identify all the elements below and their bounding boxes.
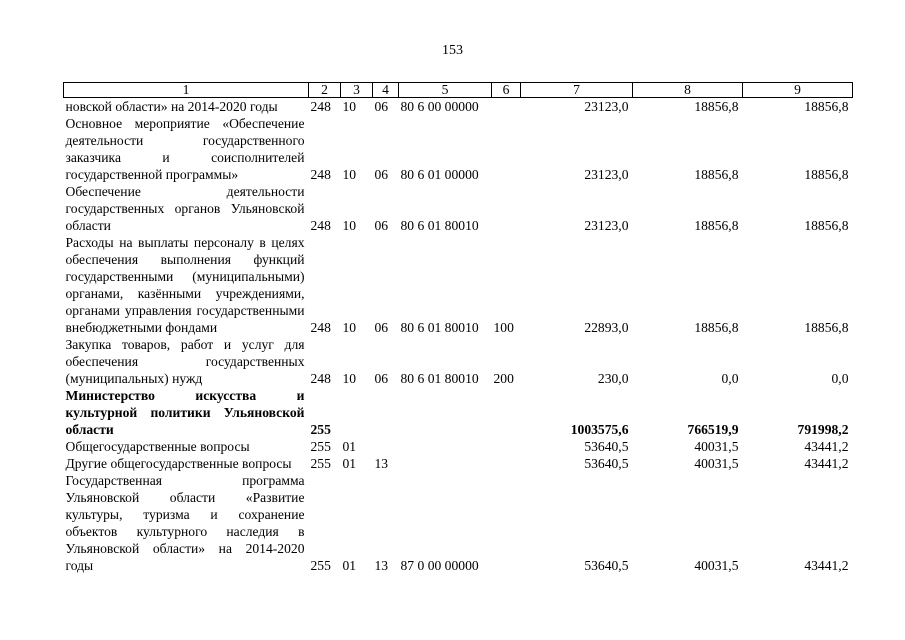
cell-csr: 80 6 01 80010 [400,218,479,233]
budget-table [63,82,853,574]
cell-amount-col7: 23123,0 [584,167,629,182]
cell-rz: 10 [342,218,357,233]
cell-rz: 10 [342,99,357,114]
cell-vr: 100 [493,320,514,335]
row-name: Основное мероприятие «Обеспечение деятельности государственного заказчика и соисполнителей государственной программы» [65,116,305,182]
cell-vr [492,387,521,438]
table-body [64,98,853,575]
cell-amount-col8: 0,0 [721,371,739,386]
row-name: Другие общегосударственные вопросы [65,456,292,471]
cell-amount-col7: 53640,5 [584,456,629,471]
cell-pr: 06 [374,99,389,114]
cell-amount-col9: 18856,8 [804,218,849,233]
column-header: 8 [633,83,743,98]
row-name: Общегосударственные вопросы [65,439,250,454]
cell-pr: 06 [374,320,389,335]
cell-vr [492,472,521,574]
cell-amount-col9: 43441,2 [804,456,849,471]
table-row [64,115,853,183]
table-row [64,183,853,234]
cell-amount-col7: 1003575,6 [570,422,629,437]
cell-csr [399,455,492,472]
cell-pr: 06 [374,371,389,386]
cell-amount-col7: 22893,0 [584,320,629,335]
column-header: 6 [492,83,521,98]
cell-amount-col9: 18856,8 [804,320,849,335]
table-row [64,234,853,336]
cell-amount-col9: 43441,2 [804,558,849,573]
cell-pr: 13 [374,456,389,471]
column-header: 3 [341,83,373,98]
cell-ved: 248 [310,320,331,335]
row-name: Министерство искусства и культурной политики Ульяновской области [65,388,305,437]
cell-rz: 10 [342,167,357,182]
cell-csr: 87 0 00 00000 [400,558,479,573]
cell-vr [492,455,521,472]
cell-ved: 255 [310,558,331,573]
cell-amount-col9: 18856,8 [804,167,849,182]
cell-amount-col8: 40031,5 [694,456,739,471]
cell-rz [341,387,373,438]
cell-amount-col9: 18856,8 [804,99,849,114]
cell-pr: 06 [374,167,389,182]
table-header [64,83,853,98]
cell-rz: 01 [342,558,357,573]
cell-rz: 01 [342,439,357,454]
cell-ved: 248 [310,167,331,182]
table-row [64,472,853,574]
cell-ved: 248 [310,371,331,386]
cell-amount-col8: 40031,5 [694,439,739,454]
cell-pr [373,387,399,438]
cell-csr: 80 6 01 80010 [400,371,479,386]
cell-ved: 255 [310,439,331,454]
row-name: Закупка товаров, работ и услуг для обеспечения государственных (муниципальных) нужд [65,337,305,386]
cell-amount-col7: 230,0 [597,371,629,386]
cell-pr: 13 [374,558,389,573]
column-header: 5 [399,83,492,98]
cell-vr [492,183,521,234]
row-name: Государственная программа Ульяновской области «Развитие культуры, туризма и сохранение объектов культурного наследия в Ульяновской области» на 2014-2020 годы [65,473,305,573]
cell-rz: 10 [342,320,357,335]
cell-ved: 248 [310,99,331,114]
cell-amount-col8: 18856,8 [694,167,739,182]
cell-rz: 01 [342,456,357,471]
table-row [64,98,853,116]
cell-csr: 80 6 01 80010 [400,320,479,335]
cell-csr: 80 6 01 00000 [400,167,479,182]
cell-amount-col7: 53640,5 [584,439,629,454]
cell-amount-col9: 791998,2 [797,422,849,437]
cell-amount-col9: 43441,2 [804,439,849,454]
cell-ved: 255 [310,422,331,437]
cell-vr [492,115,521,183]
cell-vr [492,98,521,116]
table-row [64,455,853,472]
cell-ved: 255 [310,456,331,471]
column-header: 9 [743,83,853,98]
cell-pr: 06 [374,218,389,233]
cell-csr [399,438,492,455]
page-number: 153 [442,43,463,58]
cell-amount-col8: 40031,5 [694,558,739,573]
cell-amount-col7: 23123,0 [584,218,629,233]
cell-amount-col8: 766519,9 [687,422,739,437]
table-row [64,438,853,455]
row-name: новской области» на 2014-2020 годы [65,99,278,114]
cell-amount-col8: 18856,8 [694,218,739,233]
column-header: 2 [309,83,341,98]
column-number-row [64,83,853,98]
table-row [64,336,853,387]
cell-amount-col9: 0,0 [831,371,849,386]
cell-amount-col8: 18856,8 [694,320,739,335]
cell-pr [373,438,399,455]
cell-amount-col7: 53640,5 [584,558,629,573]
cell-csr: 80 6 00 00000 [400,99,479,114]
cell-rz: 10 [342,371,357,386]
column-header: 7 [521,83,633,98]
row-name: Расходы на выплаты персоналу в целях обеспечения выполнения функций государственными (муниципальными) органами, казёнными учреждениями, органами управления государственными внебюджетными фондами [65,235,305,335]
column-header: 4 [373,83,399,98]
cell-ved: 248 [310,218,331,233]
cell-vr [492,438,521,455]
table-row [64,387,853,438]
cell-amount-col8: 18856,8 [694,99,739,114]
cell-vr: 200 [493,371,514,386]
row-name: Обеспечение деятельности государственных органов Ульяновской области [65,184,305,233]
cell-amount-col7: 23123,0 [584,99,629,114]
cell-csr [399,387,492,438]
budget-table-container [63,82,852,574]
column-header: 1 [64,83,309,98]
